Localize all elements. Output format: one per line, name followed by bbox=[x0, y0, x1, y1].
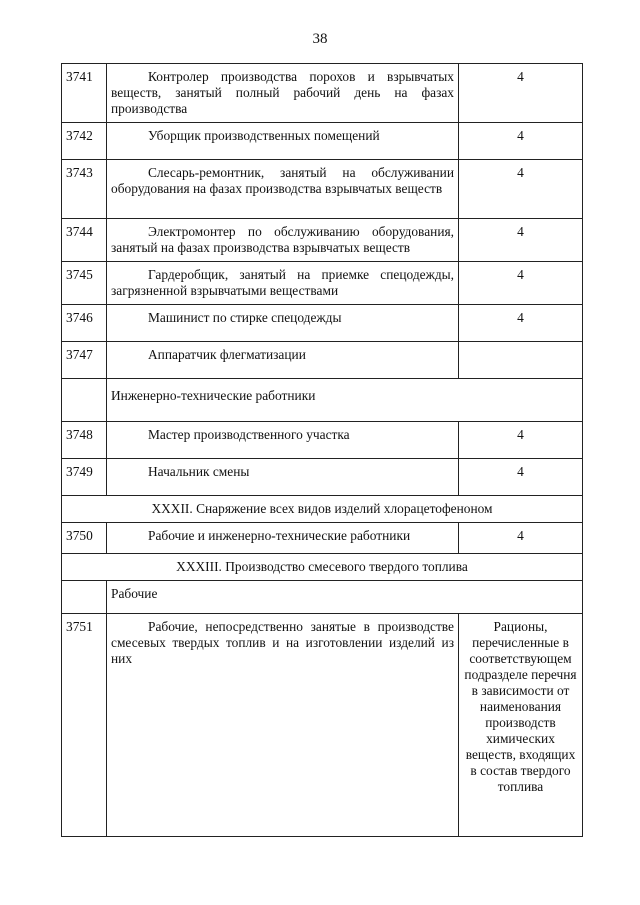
group-row bbox=[62, 379, 583, 422]
table-row bbox=[62, 342, 583, 379]
profession-name: Мастер производственного участка bbox=[107, 422, 459, 459]
empty-cell bbox=[62, 379, 107, 422]
row-number: 3751 bbox=[62, 614, 107, 837]
table-row bbox=[62, 459, 583, 496]
table-row bbox=[62, 614, 583, 837]
table-row bbox=[62, 219, 583, 262]
ration-value: 4 bbox=[459, 305, 583, 342]
row-number: 3744 bbox=[62, 219, 107, 262]
row-number: 3745 bbox=[62, 262, 107, 305]
profession-name: Уборщик производственных помещений bbox=[107, 123, 459, 160]
table-row bbox=[62, 523, 583, 554]
profession-name: Электромонтер по обслуживанию оборудования, занятый на фазах производства взрывчатых веществ bbox=[107, 219, 459, 262]
row-number: 3741 bbox=[62, 64, 107, 123]
table-row bbox=[62, 64, 583, 123]
section-row bbox=[62, 496, 583, 523]
group-label-workers: Рабочие bbox=[107, 581, 583, 614]
section-title-32: XXXII. Снаряжение всех видов изделий хлорацетофеноном bbox=[62, 496, 583, 523]
row-number: 3742 bbox=[62, 123, 107, 160]
row-number: 3743 bbox=[62, 160, 107, 219]
profession-name: Начальник смены bbox=[107, 459, 459, 496]
ration-value: 4 bbox=[459, 262, 583, 305]
row-number: 3747 bbox=[62, 342, 107, 379]
row-number: 3748 bbox=[62, 422, 107, 459]
section-row bbox=[62, 554, 583, 581]
page-number: 38 bbox=[312, 31, 328, 47]
ration-value: 4 bbox=[459, 64, 583, 123]
table-row bbox=[62, 305, 583, 342]
profession-name: Аппаратчик флегматизации bbox=[107, 342, 459, 379]
ration-value bbox=[459, 342, 583, 379]
profession-name: Рабочие и инженерно-технические работники bbox=[107, 523, 459, 554]
group-label-itr: Инженерно-технические работники bbox=[107, 379, 583, 422]
group-row bbox=[62, 581, 583, 614]
profession-name: Слесарь-ремонтник, занятый на обслуживании оборудования на фазах производства взрывчатых веществ bbox=[107, 160, 459, 219]
ration-value: 4 bbox=[459, 422, 583, 459]
table-row bbox=[62, 160, 583, 219]
ration-table bbox=[61, 63, 583, 837]
ration-value: Рационы, перечисленные в соответствующем подразделе перечня в зависимости от наименования производств химических веществ, входящих в состав твердого топлива bbox=[459, 614, 583, 837]
row-number: 3749 bbox=[62, 459, 107, 496]
ration-value: 4 bbox=[459, 459, 583, 496]
profession-name: Рабочие, непосредственно занятые в производстве смесевых твердых топлив и на изготовлении изделий из них bbox=[107, 614, 459, 837]
ration-value: 4 bbox=[459, 123, 583, 160]
empty-cell bbox=[62, 581, 107, 614]
row-number: 3746 bbox=[62, 305, 107, 342]
table-row bbox=[62, 422, 583, 459]
ration-value: 4 bbox=[459, 523, 583, 554]
profession-name: Машинист по стирке спецодежды bbox=[107, 305, 459, 342]
row-number: 3750 bbox=[62, 523, 107, 554]
ration-value: 4 bbox=[459, 160, 583, 219]
table-row bbox=[62, 262, 583, 305]
table-row bbox=[62, 123, 583, 160]
section-title-33: XXXIII. Производство смесевого твердого топлива bbox=[62, 554, 583, 581]
profession-name: Гардеробщик, занятый на приемке спецодежды, загрязненной взрывчатыми веществами bbox=[107, 262, 459, 305]
profession-name: Контролер производства порохов и взрывчатых веществ, занятый полный рабочий день на фазах производства bbox=[107, 64, 459, 123]
ration-value: 4 bbox=[459, 219, 583, 262]
